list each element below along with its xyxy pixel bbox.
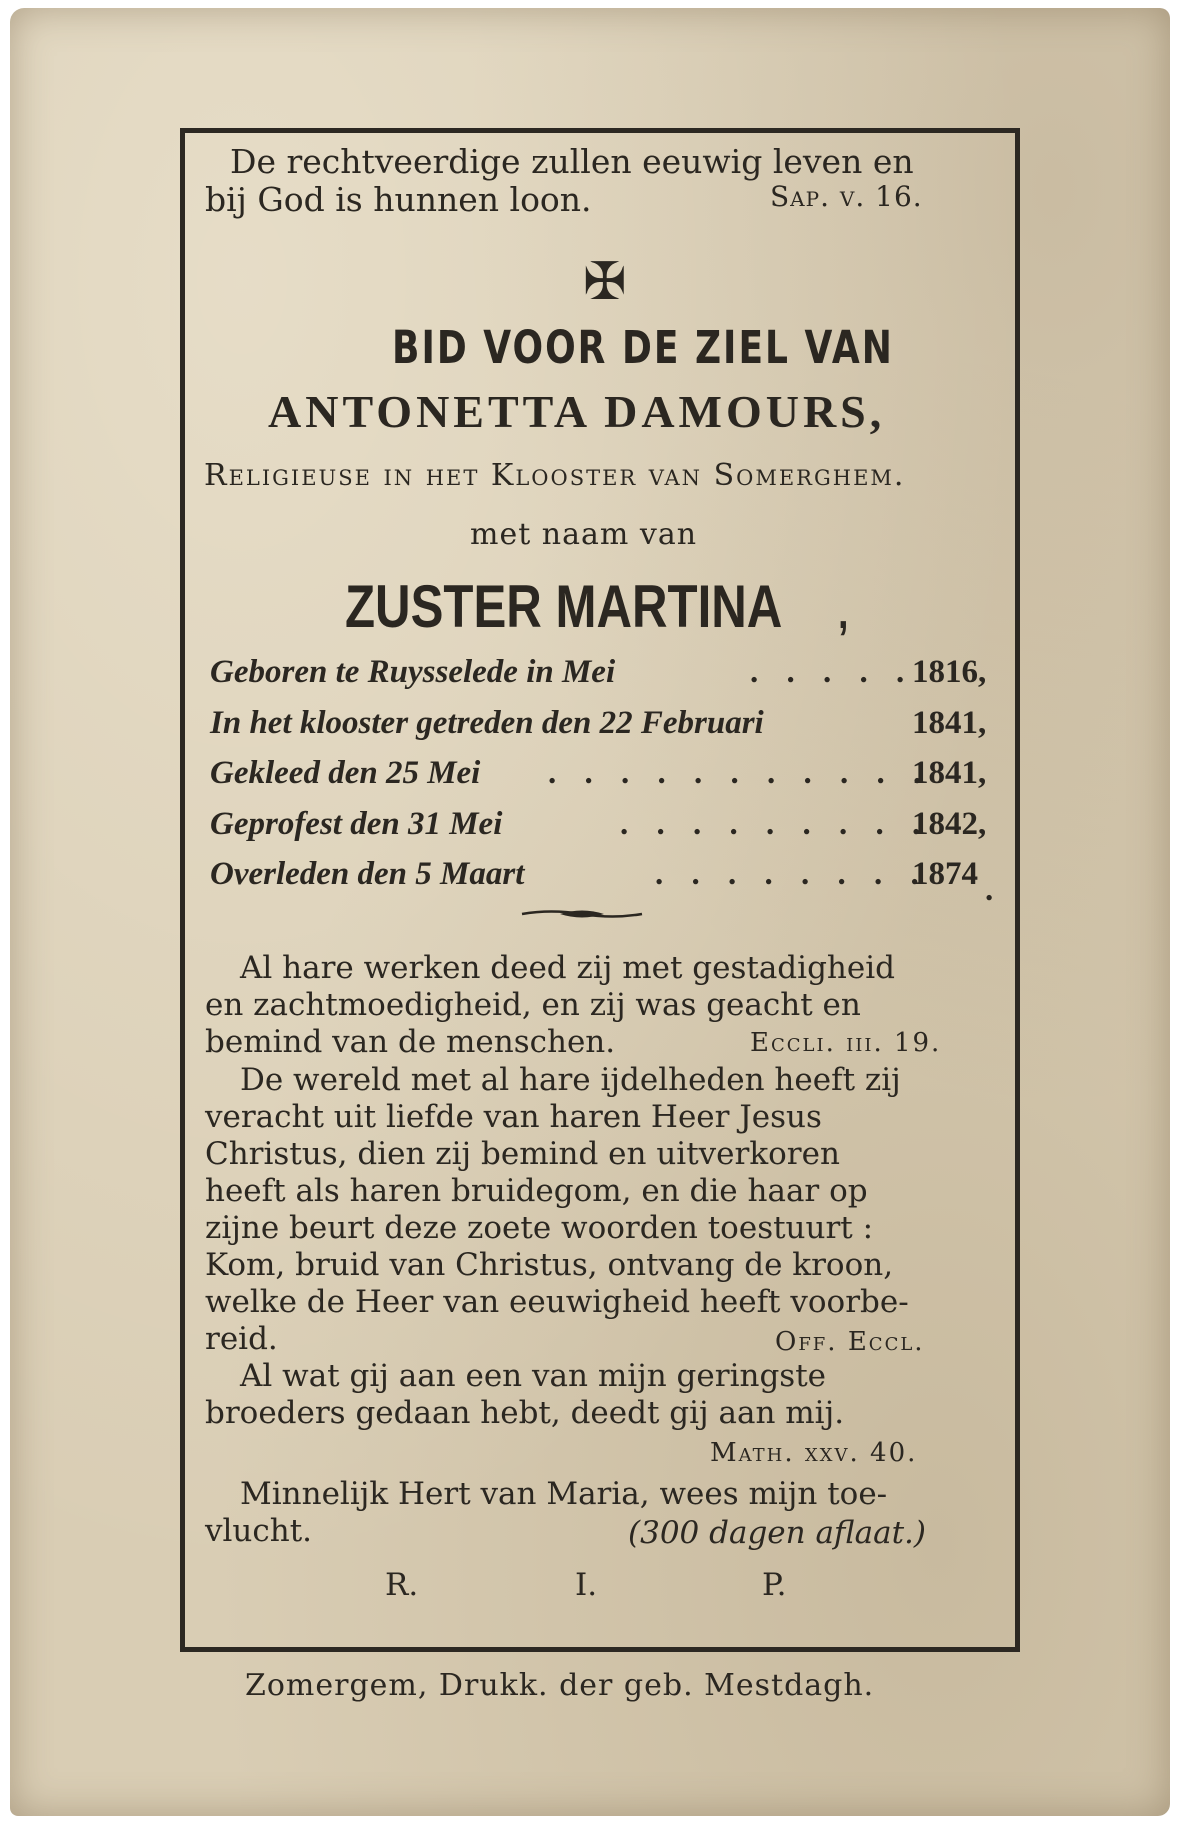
epigraph-reference: Sap. v. 16. — [770, 180, 923, 213]
passage-2-line-6: Kom, bruid van Christus, ontvang de kroon, — [205, 1247, 894, 1283]
passage-1-line-1: Al hare werken deed zij met gestadigheid — [240, 950, 895, 986]
event-clothed-dots: . . . . . . . . . . . — [548, 755, 932, 791]
epigraph-line-1: De rechtveerdige zullen eeuwig leven en — [230, 142, 914, 181]
printer-imprint: Zomergem, Drukk. der geb. Mestdagh. — [245, 1668, 875, 1703]
event-died-label: Overleden den 5 Maart — [210, 856, 525, 892]
rip-p: P. — [762, 1567, 787, 1603]
event-entered-label: In het klooster getreden den 22 Februari — [210, 705, 764, 741]
indulgence-note: (300 dagen aflaat.) — [628, 1515, 926, 1551]
passage-2-line-2: veracht uit liefde van haren Heer Jesus — [205, 1099, 822, 1135]
heading-bid-voor: BID VOOR DE ZIEL VAN — [392, 322, 894, 375]
passage-2-line-1: De wereld met al hare ijdelheden heeft zij — [240, 1062, 901, 1098]
passage-3-reference: Math. xxv. 40. — [710, 1438, 918, 1468]
passage-2-line-8: reid. — [205, 1321, 278, 1357]
event-professed-label: Geprofest den 31 Mei — [210, 806, 503, 842]
passage-4-line-2: vlucht. — [205, 1513, 313, 1549]
event-entered-year: 1841, — [912, 705, 987, 741]
passage-2-reference: Off. Eccl. — [775, 1327, 925, 1357]
passage-1-reference: Eccli. iii. 19. — [750, 1028, 942, 1058]
epigraph-line-2: bij God is hunnen loon. — [205, 180, 592, 219]
religious-affiliation: Religieuse in het Klooster van Somerghem. — [204, 458, 906, 493]
event-professed-dots: . . . . . . . . . — [620, 806, 931, 842]
event-clothed-label: Gekleed den 25 Mei — [210, 755, 481, 791]
passage-2-line-4: heeft als haren bruidegom, en die haar op — [205, 1173, 868, 1209]
met-naam-van: met naam van — [470, 517, 698, 552]
event-professed-year: 1842, — [912, 806, 987, 842]
final-period: . — [985, 872, 994, 908]
rip-i: I. — [575, 1567, 598, 1603]
rip-r: R. — [385, 1567, 419, 1603]
cross-icon: ✠ — [583, 252, 627, 312]
event-born-label: Geboren te Ruysselede in Mei — [210, 654, 616, 690]
passage-3-line-2: broeders gedaan hebt, deedt gij aan mij. — [205, 1395, 845, 1431]
deceased-name: ANTONETTA DAMOURS, — [268, 386, 886, 437]
event-born-year: 1816, — [912, 654, 987, 690]
passage-2-line-5: zijne beurt deze zoete woorden toestuurt : — [205, 1210, 874, 1246]
passage-2-line-3: Christus, dien zij bemind en uitverkoren — [205, 1136, 840, 1172]
event-died-dots: . . . . . . . . — [655, 856, 929, 892]
passage-1-line-2: en zachtmoedigheid, en zij was geacht en — [205, 987, 861, 1023]
passage-3-line-1: Al wat gij aan een van mijn geringste — [240, 1358, 827, 1394]
ornamental-divider-icon — [520, 907, 644, 921]
event-born-dots: . . . . . — [750, 654, 915, 690]
event-clothed-year: 1841, — [912, 755, 987, 791]
event-died-year: 1874 — [912, 856, 978, 892]
religious-name: ZUSTER MARTINA — [345, 573, 783, 640]
passage-2-line-7: welke de Heer van eeuwigheid heeft voorbe- — [205, 1284, 909, 1320]
passage-1-line-3: bemind van de menschen. — [205, 1024, 616, 1060]
religious-name-comma: , — [838, 586, 849, 638]
passage-4-line-1: Minnelijk Hert van Maria, wees mijn toe- — [240, 1476, 888, 1512]
